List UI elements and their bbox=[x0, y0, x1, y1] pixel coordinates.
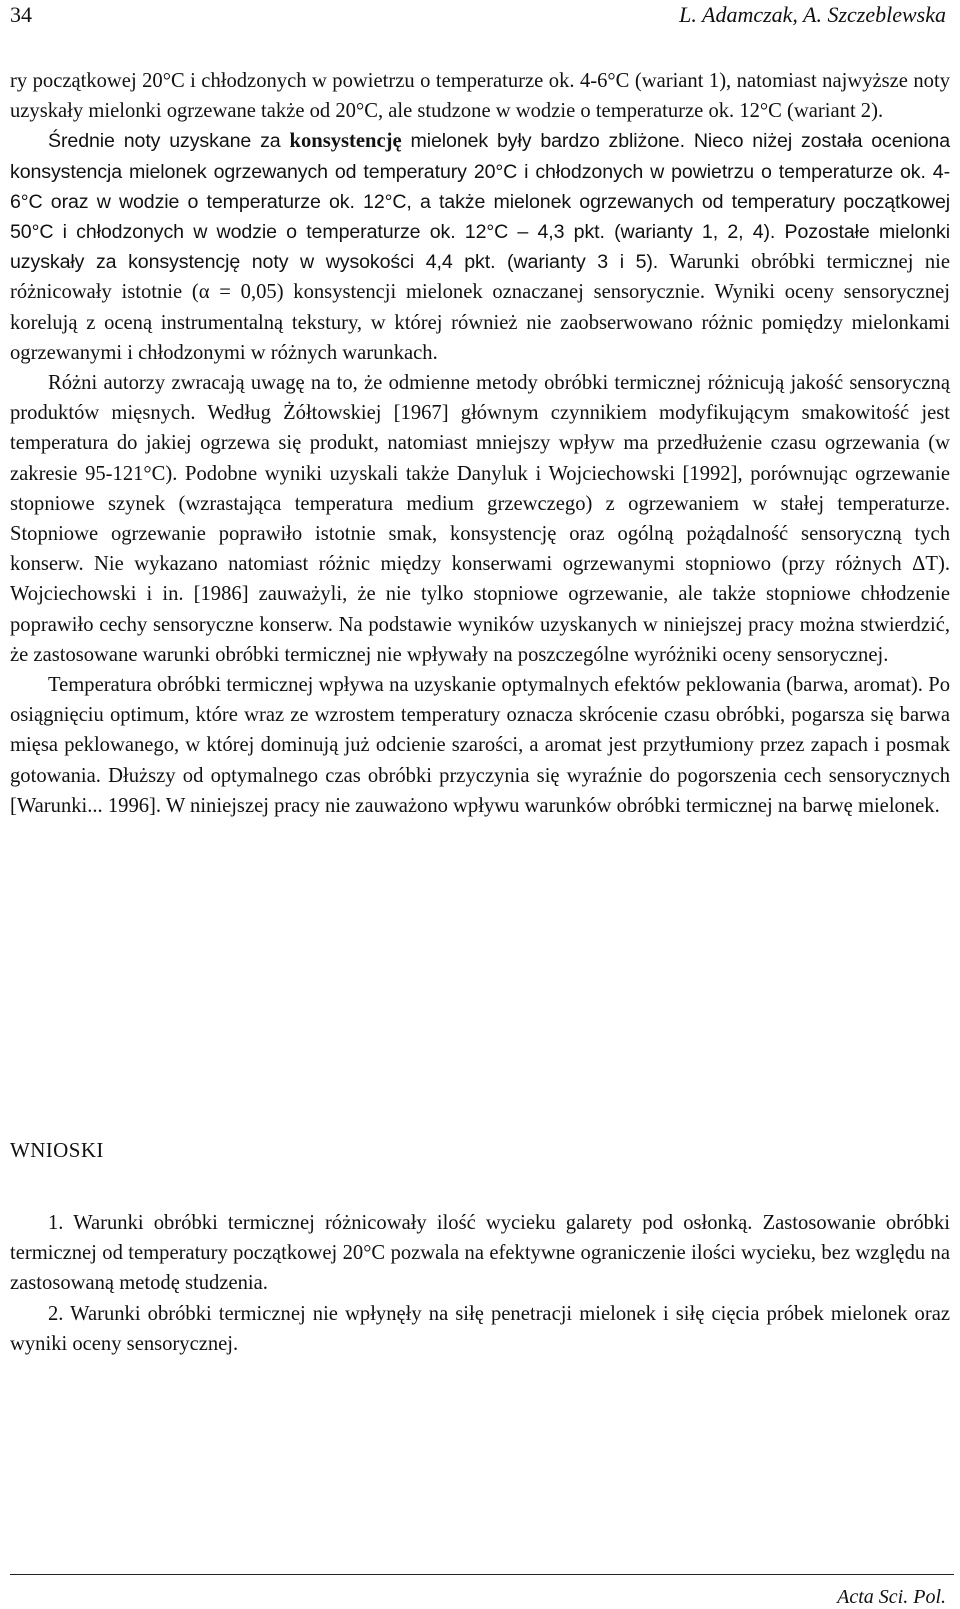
paragraph-2-serif-text: Warunki obróbki termicznej nie różnicowały istotnie (α = 0,05) konsystencji mielonek oznaczanej sensorycznie. Wyniki oceny sensorycznej korelują z oceną instrumentalną tekstury, w której również nie zaobserwowano różnic pomiędzy mielonkami ogrzewanymi i chłodzonymi w różnych warunkach. bbox=[10, 251, 951, 364]
journal-name: Acta Sci. Pol. bbox=[837, 1586, 946, 1608]
conclusion-item-1: 1. Warunki obróbki termicznej różnicowały ilość wycieku galarety pod osłonką. Zastosowanie obróbki termicznej od temperatury początkowej 20°C pozwala na efektywne ograniczenie ilości wycieku, bez względu na zastosowaną metodę studzenia. bbox=[10, 1212, 950, 1295]
paragraph-2-bold-term: konsystencję bbox=[289, 130, 402, 153]
conclusions-list bbox=[10, 1208, 950, 1359]
page-header bbox=[0, 0, 960, 36]
paragraph-4: Temperatura obróbki termicznej wpływa na uzyskanie optymalnych efektów peklowania (barwa, aromat). Po osiągnięciu optimum, które wraz ze wzrostem temperatury oznacza skrócenie czasu obróbki, pogarsza się barwa mięsa peklowanego, w której dominują już odcienie szarości, a aromat jest przytłumiony przez zapach i posmak gotowania. Dłuższy od optymalnego czas obróbki przyczynia się wyraźnie do pogorszenia cech sensorycznych [Warunki... 1996]. W niniejszej pracy nie zauważono wpływu warunków obróbki termicznej na barwę mielonek. bbox=[10, 674, 950, 817]
paragraph-2 bbox=[10, 126, 950, 368]
paragraph-2-sans-text: mielonek były bardzo zbliżone. Nieco niżej została oceniona konsystencja mielonek ogrzewanych od temperatury 20°C i chłodzonych w powietrzu o temperaturze ok. 4-6°C oraz w wodzie o temperaturze ok. 12°C, a także mielonek ogrzewanych od temperatury początkowej 50°C i chłodzonych w wodzie o temperaturze ok. 12°C – 4,3 pkt. (warianty 1, 2, 4). Pozostałe mielonki uzyskały za konsystencję noty w wysokości 4,4 pkt. (warianty 3 i 5). bbox=[10, 130, 950, 274]
paragraph-3: Różni autorzy zwracają uwagę na to, że odmienne metody obróbki termicznej różnicują jakość sensoryczną produktów mięsnych. Według Żółtowskiej [1967] głównym czynnikiem modyfikującym smakowitość jest temperatura do jakiej ogrzewa się produkt, natomiast mniejszy wpływ ma przedłużenie czasu ogrzewania (w zakresie 95-121°C). Podobne wyniki uzyskali także Danyluk i Wojciechowski [1992], porównując ogrzewanie stopniowe szynek (wzrastająca temperatura medium grzewczego) z ogrzewaniem w stałej temperaturze. Stopniowe ogrzewanie poprawiło istotnie smak, konsystencję oraz ogólną pożądalność sensoryczną tych konserw. Nie wykazano natomiast różnic między konserwami ogrzewanymi stopniowo (przy różnych ΔT). Wojciechowski i in. [1986] zauważyli, że nie tylko stopniowe ogrzewanie, ale także stopniowe chłodzenie poprawiło cechy sensoryczne konserw. Na podstawie wyników uzyskanych w niniejszej pracy można stwierdzić, że zastosowane warunki obróbki termicznej nie wpływały na poszczególne wyróżniki oceny sensorycznej. bbox=[10, 372, 950, 666]
running-head-authors: L. Adamczak, A. Szczeblewska bbox=[679, 2, 946, 27]
footer-rule bbox=[10, 1574, 954, 1575]
section-heading-conclusions: WNIOSKI bbox=[10, 1138, 104, 1162]
paragraph-2-intro: Średnie noty uzyskane za bbox=[48, 130, 290, 153]
conclusion-item-2: 2. Warunki obróbki termicznej nie wpłynęły na siłę penetracji mielonek i siłę cięcia próbek mielonek oraz wyniki oceny sensorycznej. bbox=[10, 1302, 950, 1355]
paragraph-1: ry początkowej 20°C i chłodzonych w powietrzu o temperaturze ok. 4-6°C (wariant 1), natomiast najwyższe noty uzyskały mielonki ogrzewane także od 20°C, ale studzone w wodzie o temperaturze ok. 12°C (wariant 2). bbox=[10, 70, 950, 123]
body-text bbox=[10, 66, 950, 821]
page-number: 34 bbox=[10, 2, 32, 27]
